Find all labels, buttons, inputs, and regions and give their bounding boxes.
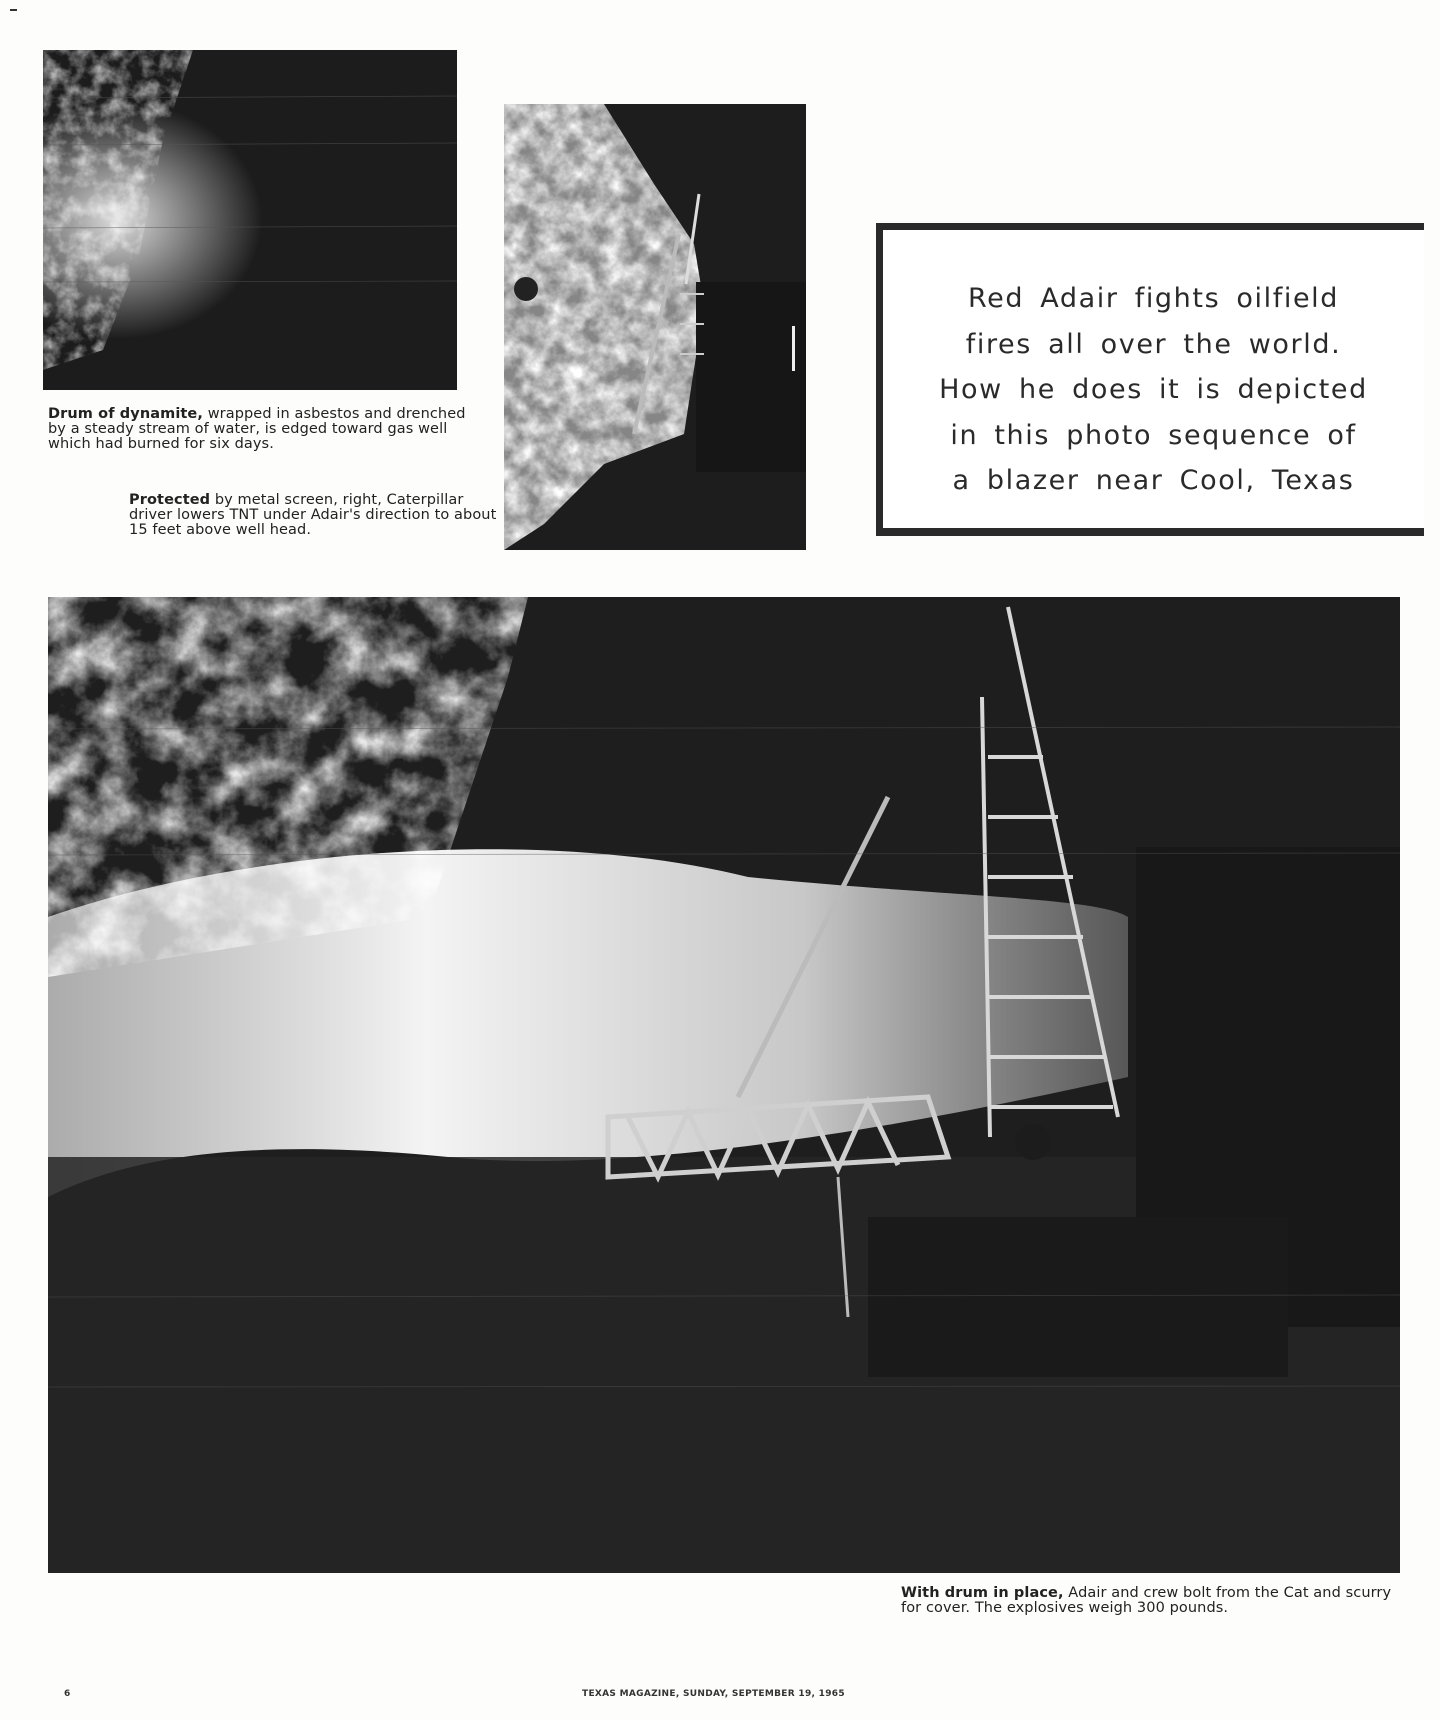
photo-drum-in-place <box>48 597 1400 1573</box>
fire-photo-2-image <box>504 104 806 550</box>
callout-line: a blazer near Cool, Texas <box>952 465 1355 496</box>
caption-photo-3 <box>901 1586 1401 1616</box>
fire-photo-1-image <box>43 50 457 390</box>
caption-photo-1-lead: Drum of dynamite, <box>48 406 203 422</box>
caption-photo-1 <box>48 407 468 452</box>
callout-line: Red Adair fights oilfield <box>967 283 1340 314</box>
caption-photo-3-lead: With drum in place, <box>901 1585 1064 1601</box>
page-number: 6 <box>64 1689 71 1699</box>
photo-protected-caterpillar <box>504 104 806 550</box>
photo-drum-of-dynamite <box>43 50 457 390</box>
callout-line: in this photo sequence of <box>950 419 1357 451</box>
caption-photo-1-body: wrapped in asbestos and drenched by a steady stream of water, is edged toward gas well which had burned for six days. <box>48 406 466 452</box>
caption-photo-2 <box>129 493 499 538</box>
margin-mark <box>10 9 17 11</box>
caption-photo-2-lead: Protected <box>129 492 211 508</box>
intro-callout-box <box>876 223 1424 536</box>
caption-photo-3-body: Adair and crew bolt from the Cat and scurry for cover. The explosives weigh 300 pounds. <box>901 1585 1392 1616</box>
publication-footer: TEXAS MAGAZINE, SUNDAY, SEPTEMBER 19, 1965 <box>582 1689 845 1699</box>
intro-callout-text <box>883 276 1424 504</box>
callout-line: fires all over the world. <box>965 328 1342 360</box>
callout-line: How he does it is depicted <box>939 374 1368 405</box>
caption-photo-2-body: by metal screen, right, Caterpillar driver lowers TNT under Adair's direction to about 15 feet above well head. <box>129 492 497 538</box>
fire-photo-3-image <box>48 597 1400 1573</box>
